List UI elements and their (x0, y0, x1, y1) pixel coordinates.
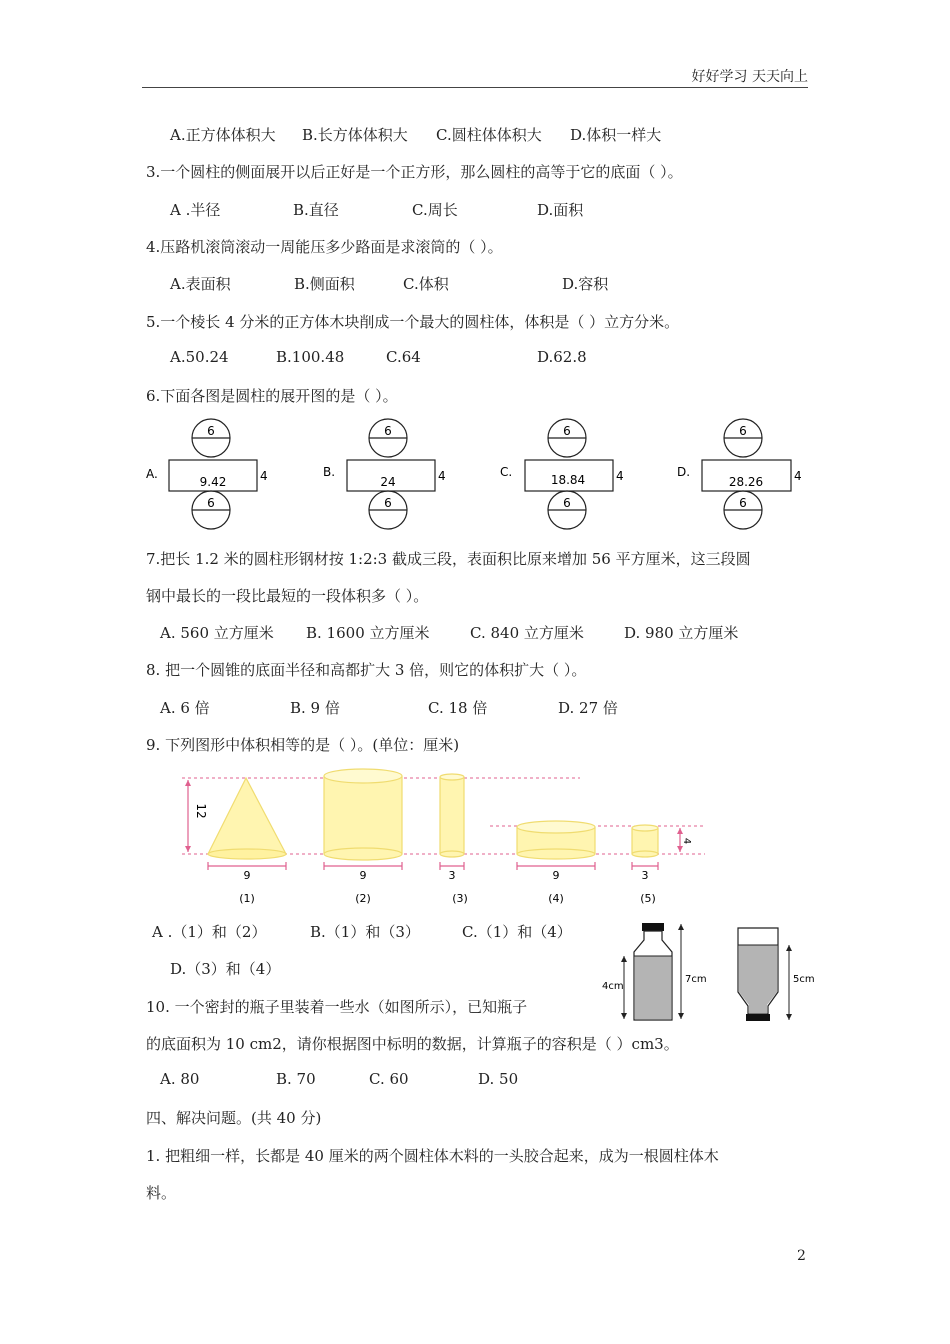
q5-option-a: A.50.24 (170, 348, 229, 366)
q9-option-d: D.（3）和（4） (170, 960, 281, 978)
q2-option-d: D.体积一样大 (570, 126, 662, 144)
solid-5-label: (5) (640, 892, 656, 905)
question-3: 3.一个圆柱的侧面展开以后正好是一个正方形，那么圆柱的高等于它的底面（ ）。 (146, 163, 683, 181)
problem-1-line-2: 料。 (146, 1184, 177, 1202)
q4-option-b: B.侧面积 (294, 275, 355, 293)
q8-option-d: D. 27 倍 (558, 699, 618, 717)
q8-option-a: A. 6 倍 (160, 699, 210, 717)
question-7-line-2: 钢中最长的一段比最短的一段体积多（ ）。 (146, 587, 429, 605)
question-8: 8. 把一个圆锥的底面半径和高都扩大 3 倍，则它的体积扩大（ ）。 (146, 661, 587, 679)
net-a (146, 419, 268, 529)
question-4: 4.压路机滚筒滚动一周能压多少路面是求滚筒的（ ）。 (146, 238, 503, 256)
net-d-bottom-diameter: 6 (739, 496, 747, 510)
solids-figure (170, 764, 720, 910)
air-height-label: 5cm (793, 974, 815, 985)
net-b-rect-length: 24 (380, 475, 396, 489)
q8-option-b: B. 9 倍 (290, 699, 340, 717)
net-a-height: 4 (260, 469, 268, 483)
question-5: 5.一个棱长 4 分米的正方体木块削成一个最大的圆柱体，体积是（ ）立方分米。 (146, 313, 680, 331)
solid-1-label: (1) (239, 892, 255, 905)
net-d-top-diameter: 6 (739, 424, 747, 438)
page-number: 2 (797, 1248, 806, 1264)
solid-4-width: 9 (552, 869, 560, 882)
q3-option-a: A .半径 (170, 201, 221, 219)
cylinder-nets-figure (140, 418, 820, 530)
q10-option-b: B. 70 (276, 1070, 316, 1088)
question-10-line-2: 的底面积为 10 cm2，请你根据图中标明的数据，计算瓶子的容积是（ ）cm3。 (146, 1035, 679, 1053)
q8-option-c: C. 18 倍 (428, 699, 488, 717)
net-d-rect-length: 28.26 (728, 475, 764, 489)
q3-option-b: B.直径 (293, 201, 339, 219)
q9-option-a: A .（1）和（2） (152, 923, 267, 941)
bottles-figure (598, 918, 823, 1028)
page-header: 好好学习 天天向上 (691, 69, 808, 85)
net-c-rect-length: 18.84 (550, 473, 586, 487)
q4-option-d: D.容积 (562, 275, 609, 293)
solid-3-label: (3) (452, 892, 468, 905)
question-7-line-1: 7.把长 1.2 米的圆柱形钢材按 1:2:3 截成三段，表面积比原来增加 56 平方厘米，这三段圆 (146, 550, 751, 568)
net-a-bottom-diameter: 6 (207, 496, 215, 510)
bottle-upright (602, 923, 707, 1020)
net-d (677, 419, 802, 529)
net-b-height: 4 (438, 469, 446, 483)
q10-option-a: A. 80 (160, 1070, 200, 1088)
net-d-height: 4 (794, 469, 802, 483)
net-c-bottom-diameter: 6 (563, 496, 571, 510)
q5-option-b: B.100.48 (276, 348, 345, 366)
net-c (500, 419, 624, 529)
solid-5-cylinder (632, 825, 658, 857)
q3-option-c: C.周长 (412, 201, 458, 219)
q7-option-b: B. 1600 立方厘米 (306, 624, 430, 642)
solid-1-width: 9 (243, 869, 251, 882)
solid-3-width: 3 (448, 869, 456, 882)
solid-2-width: 9 (359, 869, 367, 882)
solid-4-label: (4) (548, 892, 564, 905)
q2-option-a: A.正方体体积大 (170, 126, 276, 144)
net-a-top-diameter: 6 (207, 424, 215, 438)
solid-1-cone (208, 778, 286, 859)
q4-option-a: A.表面积 (170, 275, 231, 293)
net-d-label: D. (677, 465, 691, 479)
net-b (323, 419, 446, 529)
bottle-height-label: 7cm (685, 974, 707, 985)
solid-5-width: 3 (641, 869, 649, 882)
solid-4-cylinder (517, 821, 595, 859)
q4-option-c: C.体积 (403, 275, 449, 293)
bottle-inverted (738, 928, 815, 1021)
q2-option-c: C.圆柱体体积大 (436, 126, 542, 144)
question-9: 9. 下列图形中体积相等的是（ ）。(单位：厘米) (146, 736, 460, 754)
q10-option-d: D. 50 (478, 1070, 519, 1088)
q5-option-c: C.64 (386, 348, 421, 366)
solids-height-small: 4 (681, 837, 692, 845)
q7-option-c: C. 840 立方厘米 (470, 624, 584, 642)
net-c-top-diameter: 6 (563, 424, 571, 438)
q9-option-c: C.（1）和（4） (462, 923, 572, 941)
solid-2-label: (2) (355, 892, 371, 905)
net-c-height: 4 (616, 469, 624, 483)
q2-option-b: B.长方体体积大 (302, 126, 408, 144)
net-c-label: C. (500, 465, 513, 479)
solid-3-cylinder (440, 774, 464, 857)
q5-option-d: D.62.8 (537, 348, 587, 366)
water-height-label: 4cm (602, 981, 624, 992)
net-a-label: A. (146, 467, 158, 481)
net-b-top-diameter: 6 (384, 424, 392, 438)
q7-option-d: D. 980 立方厘米 (624, 624, 739, 642)
q7-option-a: A. 560 立方厘米 (160, 624, 274, 642)
solid-2-cylinder (324, 769, 402, 860)
problem-1-line-1: 1. 把粗细一样，长都是 40 厘米的两个圆柱体木料的一头胶合起来，成为一根圆柱体木 (146, 1147, 719, 1165)
net-a-rect-length: 9.42 (199, 475, 227, 489)
net-b-label: B. (323, 465, 336, 479)
q9-option-b: B.（1）和（3） (310, 923, 420, 941)
question-10-line-1: 10. 一个密封的瓶子里装着一些水（如图所示），已知瓶子 (146, 998, 528, 1016)
net-b-bottom-diameter: 6 (384, 496, 392, 510)
header-rule (142, 87, 808, 88)
question-6: 6.下面各图是圆柱的展开图的是（ ）。 (146, 387, 398, 405)
q10-option-c: C. 60 (369, 1070, 409, 1088)
q3-option-d: D.面积 (537, 201, 584, 219)
section-4-title: 四、解决问题。(共 40 分) (146, 1109, 322, 1127)
solids-height-big: 12 (194, 803, 208, 819)
